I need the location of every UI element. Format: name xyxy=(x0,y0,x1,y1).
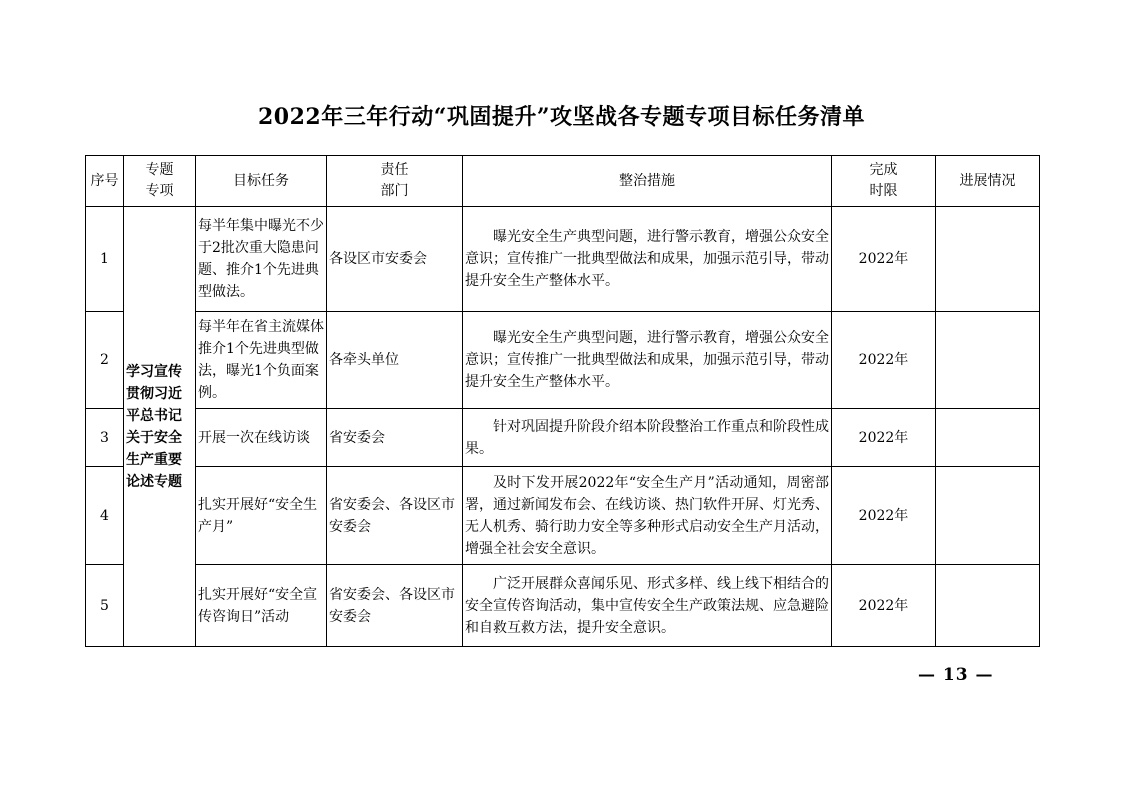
row-progress xyxy=(936,312,1040,409)
row-measure-text: 曝光安全生产典型问题，进行警示教育，增强公众安全意识；宣传推广一批典型做法和成果，加强示范引导，带动提升安全生产整体水平。 xyxy=(465,229,829,289)
row-progress xyxy=(936,565,1040,647)
row-dept: 各设区市安委会 xyxy=(327,207,463,312)
row-task: 每半年在省主流媒体推介1个先进典型做法，曝光1个负面案例。 xyxy=(196,312,327,409)
header-topic-line2: 专项 xyxy=(145,183,174,199)
row-dept: 省安委会、各设区市安委会 xyxy=(327,565,463,647)
topic-cell: 学习宣传贯彻习近平总书记关于安全生产重要论述专题 xyxy=(124,207,196,647)
row-task: 扎实开展好“安全宣传咨询日”活动 xyxy=(196,565,327,647)
row-deadline: 2022年 xyxy=(832,312,936,409)
table-row xyxy=(86,312,1040,409)
row-deadline: 2022年 xyxy=(832,409,936,467)
header-topic-line1: 专题 xyxy=(145,162,174,178)
header-dept-line1: 责任 xyxy=(380,162,409,178)
header-task: 目标任务 xyxy=(196,156,327,207)
row-seq: 2 xyxy=(86,312,124,409)
row-task: 每半年集中曝光不少于2批次重大隐患问题、推介1个先进典型做法。 xyxy=(196,207,327,312)
header-topic xyxy=(124,156,196,207)
row-measure xyxy=(463,409,832,467)
document-title: 2022年三年行动“巩固提升”攻坚战各专题专项目标任务清单 xyxy=(257,104,866,130)
row-deadline: 2022年 xyxy=(832,467,936,565)
task-table xyxy=(85,155,1040,647)
row-progress xyxy=(936,409,1040,467)
table-header-row xyxy=(86,156,1040,207)
row-measure xyxy=(463,565,832,647)
table-row xyxy=(86,565,1040,647)
row-measure xyxy=(463,312,832,409)
row-seq: 1 xyxy=(86,207,124,312)
header-deadline-line1: 完成 xyxy=(869,162,898,178)
row-measure xyxy=(463,467,832,565)
row-progress xyxy=(936,467,1040,565)
row-deadline: 2022年 xyxy=(832,207,936,312)
table-row xyxy=(86,409,1040,467)
row-seq: 5 xyxy=(86,565,124,647)
header-dept xyxy=(327,156,463,207)
header-dept-line2: 部门 xyxy=(380,183,409,199)
header-seq: 序号 xyxy=(86,156,124,207)
row-measure-text: 针对巩固提升阶段介绍本阶段整治工作重点和阶段性成果。 xyxy=(465,418,829,457)
table-row xyxy=(86,467,1040,565)
row-dept: 省安委会 xyxy=(327,409,463,467)
row-task: 扎实开展好“安全生产月” xyxy=(196,467,327,565)
row-seq: 3 xyxy=(86,409,124,467)
row-measure-text: 广泛开展群众喜闻乐见、形式多样、线上线下相结合的安全宣传咨询活动，集中宣传安全生产政策法规、应急避险和自救互救方法，提升安全意识。 xyxy=(465,575,829,636)
row-measure-text: 曝光安全生产典型问题，进行警示教育，增强公众安全意识；宣传推广一批典型做法和成果，加强示范引导，带动提升安全生产整体水平。 xyxy=(465,330,829,390)
row-measure-text: 及时下发开展2022年“安全生产月”活动通知，周密部署，通过新闻发布会、在线访谈、热门软件开屏、灯光秀、无人机秀、骑行助力安全等多种形式启动安全生产月活动，增强全社会安全意识。 xyxy=(465,474,829,557)
row-dept: 省安委会、各设区市安委会 xyxy=(327,467,463,565)
header-progress: 进展情况 xyxy=(936,156,1040,207)
row-measure xyxy=(463,207,832,312)
row-dept: 各牵头单位 xyxy=(327,312,463,409)
header-deadline xyxy=(832,156,936,207)
header-measure: 整治措施 xyxy=(463,156,832,207)
page-number: — 13 — xyxy=(918,665,994,685)
row-task: 开展一次在线访谈 xyxy=(196,409,327,467)
row-seq: 4 xyxy=(86,467,124,565)
row-progress xyxy=(936,207,1040,312)
row-deadline: 2022年 xyxy=(832,565,936,647)
header-deadline-line2: 时限 xyxy=(869,183,898,199)
table-row xyxy=(86,207,1040,312)
